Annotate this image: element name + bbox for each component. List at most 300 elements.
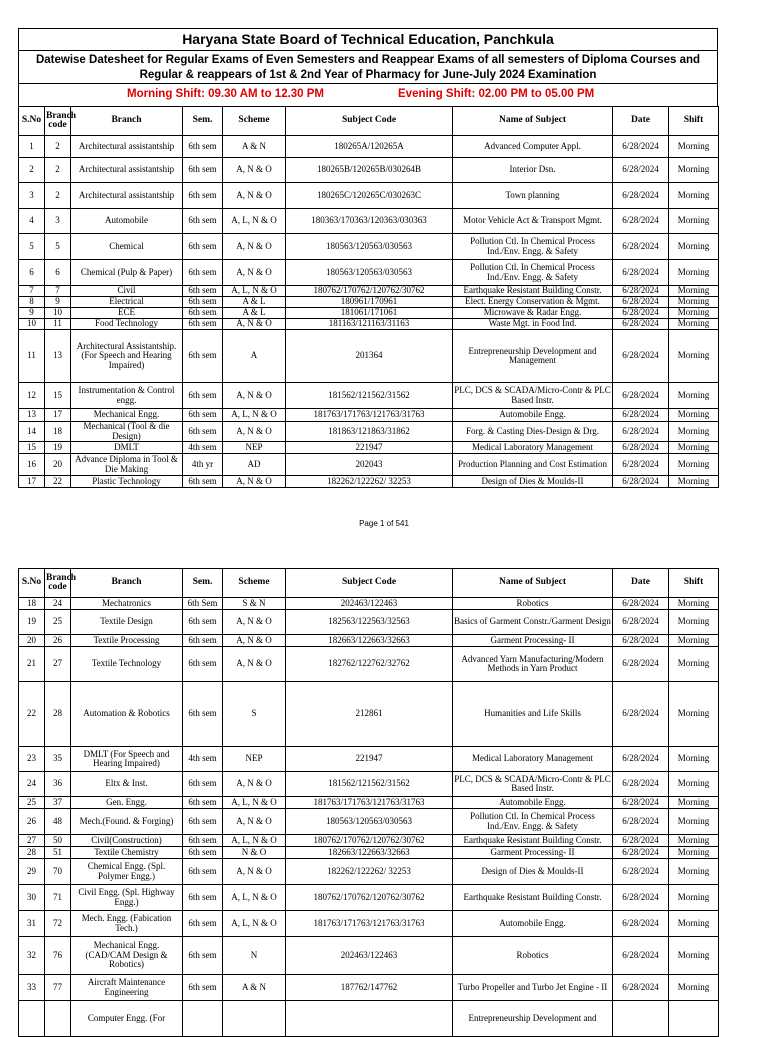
col-header-shift: Shift [669, 107, 719, 136]
cell-branch: Textile Design [71, 610, 183, 635]
cell-subject-code: 180563/120563/030563 [286, 809, 453, 835]
cell-shift: Morning [669, 797, 719, 809]
cell-branch: Mech. Engg. (Fabication Tech.) [71, 911, 183, 937]
table-row [19, 286, 719, 297]
cell-subject-code: 180563/120563/030563 [286, 260, 453, 286]
cell-subject-code: 180265C/120265C/030263C [286, 183, 453, 209]
table-row [19, 1001, 719, 1037]
cell-branch: Mech.(Found. & Forging) [71, 809, 183, 835]
cell-sno: 3 [19, 183, 45, 209]
cell-sem: 6th sem [183, 911, 223, 937]
cell-branch: Mechanical Engg. [71, 409, 183, 422]
cell-scheme: A, L, N & O [223, 885, 286, 911]
cell-date: 6/28/2024 [613, 383, 669, 409]
cell-sem: 6th sem [183, 476, 223, 488]
cell-subject-name: Advanced Yarn Manufacturing/Modern Methods in Yarn Product [453, 647, 613, 682]
cell-sem: 6th sem [183, 158, 223, 183]
cell-branch: DMLT [71, 442, 183, 454]
cell-subject-code: 181163/121163/31163 [286, 319, 453, 330]
table-row [19, 911, 719, 937]
table-row [19, 183, 719, 209]
cell-sem: 6th sem [183, 610, 223, 635]
cell-subject-name: Humanities and Life Skills [453, 682, 613, 747]
board-title: Haryana State Board of Technical Education, Panchkula [18, 28, 718, 50]
cell-branch: Plastic Technology [71, 476, 183, 488]
cell-branch: Computer Engg. (For [71, 1001, 183, 1037]
cell-sno [19, 1001, 45, 1037]
cell-date: 6/28/2024 [613, 809, 669, 835]
cell-sem: 6th sem [183, 409, 223, 422]
cell-subject-name: Turbo Propeller and Turbo Jet Engine - II [453, 975, 613, 1001]
table-row [19, 136, 719, 158]
col-header-sno: S.No [19, 107, 45, 136]
cell-scheme: A & L [223, 297, 286, 308]
cell-sem: 4th yr [183, 454, 223, 476]
cell-shift: Morning [669, 809, 719, 835]
cell-subject-name: Pollution Ctl. In Chemical Process Ind./Env. Engg. & Safety [453, 234, 613, 260]
cell-sem: 6th sem [183, 809, 223, 835]
cell-subject-code: 182262/122262/ 32253 [286, 476, 453, 488]
cell-branch-code: 36 [45, 772, 71, 797]
datesheet-page-2 [18, 568, 718, 1037]
cell-shift [669, 1001, 719, 1037]
table-row [19, 809, 719, 835]
cell-sem: 6th sem [183, 772, 223, 797]
column-header-row [19, 569, 719, 598]
cell-sno: 14 [19, 422, 45, 442]
shift-timings [18, 83, 718, 106]
table-row [19, 297, 719, 308]
cell-subject-name: Pollution Ctl. In Chemical Process Ind./Env. Engg. & Safety [453, 260, 613, 286]
table-row [19, 308, 719, 319]
cell-branch-code: 72 [45, 911, 71, 937]
cell-scheme: A & N [223, 975, 286, 1001]
cell-shift: Morning [669, 647, 719, 682]
cell-subject-name: Elect. Energy Conservation & Mgmt. [453, 297, 613, 308]
cell-branch: DMLT (For Speech and Hearing Impaired) [71, 747, 183, 772]
cell-date: 6/28/2024 [613, 330, 669, 383]
cell-scheme: A, L, N & O [223, 286, 286, 297]
cell-subject-name: Waste Mgt. in Food Ind. [453, 319, 613, 330]
cell-sno: 1 [19, 136, 45, 158]
cell-sno: 16 [19, 454, 45, 476]
cell-sem: 6th sem [183, 885, 223, 911]
table-row [19, 772, 719, 797]
cell-date: 6/28/2024 [613, 209, 669, 234]
cell-subject-code: 180961/170961 [286, 297, 453, 308]
cell-scheme: S [223, 682, 286, 747]
cell-date: 6/28/2024 [613, 422, 669, 442]
table-row [19, 319, 719, 330]
cell-subject-code: 180363/170363/120363/030363 [286, 209, 453, 234]
subtitle-line-2: Regular & reappears of 1st & 2nd Year of Pharmacy for June-July 2024 Examination [139, 69, 597, 81]
col-header-shift: Shift [669, 569, 719, 598]
cell-sno: 19 [19, 610, 45, 635]
cell-date: 6/28/2024 [613, 911, 669, 937]
cell-shift: Morning [669, 747, 719, 772]
cell-date: 6/28/2024 [613, 409, 669, 422]
cell-shift: Morning [669, 682, 719, 747]
cell-shift: Morning [669, 234, 719, 260]
cell-sem: 6th sem [183, 234, 223, 260]
cell-shift: Morning [669, 885, 719, 911]
cell-date: 6/28/2024 [613, 454, 669, 476]
cell-branch: Civil(Construction) [71, 835, 183, 847]
cell-branch: Architectural assistantship [71, 136, 183, 158]
cell-branch-code: 10 [45, 308, 71, 319]
cell-subject-name: Robotics [453, 598, 613, 610]
table-row [19, 260, 719, 286]
cell-branch: Automation & Robotics [71, 682, 183, 747]
col-header-sem: Sem. [183, 569, 223, 598]
cell-scheme: A, N & O [223, 647, 286, 682]
cell-date: 6/28/2024 [613, 260, 669, 286]
cell-branch-code: 2 [45, 158, 71, 183]
datesheet-table-2 [18, 568, 719, 1037]
cell-subject-name: Automobile Engg. [453, 409, 613, 422]
cell-branch-code: 51 [45, 847, 71, 859]
cell-branch: Chemical (Pulp & Paper) [71, 260, 183, 286]
cell-branch-code: 76 [45, 937, 71, 975]
cell-subject-name: Medical Laboratory Management [453, 442, 613, 454]
cell-sno: 17 [19, 476, 45, 488]
cell-scheme: A, L, N & O [223, 409, 286, 422]
cell-scheme: A, L, N & O [223, 911, 286, 937]
cell-subject-name: Pollution Ctl. In Chemical Process Ind./Env. Engg. & Safety [453, 809, 613, 835]
cell-date: 6/28/2024 [613, 442, 669, 454]
cell-sem: 6th sem [183, 183, 223, 209]
col-header-sno: S.No [19, 569, 45, 598]
cell-sno: 24 [19, 772, 45, 797]
cell-shift: Morning [669, 598, 719, 610]
cell-scheme: A & N [223, 136, 286, 158]
cell-branch-code: 6 [45, 260, 71, 286]
cell-date: 6/28/2024 [613, 183, 669, 209]
cell-sno: 27 [19, 835, 45, 847]
cell-scheme: A, L, N & O [223, 209, 286, 234]
cell-scheme: A, N & O [223, 183, 286, 209]
table-row [19, 476, 719, 488]
cell-branch-code: 19 [45, 442, 71, 454]
cell-date: 6/28/2024 [613, 835, 669, 847]
cell-branch: ECE [71, 308, 183, 319]
cell-subject-name: Production Planning and Cost Estimation [453, 454, 613, 476]
cell-subject-name: Advanced Computer Appl. [453, 136, 613, 158]
cell-sem: 6th sem [183, 209, 223, 234]
cell-shift: Morning [669, 422, 719, 442]
cell-subject-name: Earthquake Resistant Building Constr. [453, 835, 613, 847]
cell-branch-code: 9 [45, 297, 71, 308]
cell-sem: 6th sem [183, 286, 223, 297]
cell-branch-code: 18 [45, 422, 71, 442]
cell-sno: 15 [19, 442, 45, 454]
cell-scheme: A, N & O [223, 809, 286, 835]
cell-sem: 6th Sem [183, 598, 223, 610]
cell-shift: Morning [669, 183, 719, 209]
table-row [19, 383, 719, 409]
cell-sem: 6th sem [183, 682, 223, 747]
datesheet-table-1 [18, 106, 719, 488]
cell-shift: Morning [669, 158, 719, 183]
cell-subject-code: 180762/170762/120762/30762 [286, 835, 453, 847]
cell-shift: Morning [669, 772, 719, 797]
cell-shift: Morning [669, 937, 719, 975]
cell-sem: 6th sem [183, 647, 223, 682]
cell-subject-name: Microwave & Radar Engg. [453, 308, 613, 319]
cell-branch: Instrumentation & Control engg. [71, 383, 183, 409]
cell-subject-code: 180762/170762/120762/30762 [286, 286, 453, 297]
cell-date: 6/28/2024 [613, 136, 669, 158]
cell-shift: Morning [669, 610, 719, 635]
cell-date: 6/28/2024 [613, 885, 669, 911]
cell-branch-code: 22 [45, 476, 71, 488]
col-header-subject-name: Name of Subject [453, 107, 613, 136]
cell-shift: Morning [669, 286, 719, 297]
cell-sem: 6th sem [183, 330, 223, 383]
cell-branch-code: 48 [45, 809, 71, 835]
cell-shift: Morning [669, 319, 719, 330]
cell-branch: Eltx & Inst. [71, 772, 183, 797]
cell-subject-name: Forg. & Casting Dies-Design & Drg. [453, 422, 613, 442]
cell-shift: Morning [669, 476, 719, 488]
cell-subject-code: 202463/122463 [286, 937, 453, 975]
cell-sem: 6th sem [183, 383, 223, 409]
cell-date: 6/28/2024 [613, 234, 669, 260]
cell-scheme: A, N & O [223, 383, 286, 409]
cell-subject-name: Interior Dsn. [453, 158, 613, 183]
cell-subject-name: Medical Laboratory Management [453, 747, 613, 772]
cell-subject-code: 181763/171763/121763/31763 [286, 911, 453, 937]
cell-subject-name: Design of Dies & Moulds-II [453, 476, 613, 488]
cell-sem: 6th sem [183, 797, 223, 809]
cell-subject-code: 180563/120563/030563 [286, 234, 453, 260]
cell-branch-code: 37 [45, 797, 71, 809]
col-header-subject-name: Name of Subject [453, 569, 613, 598]
cell-subject-code: 182563/122563/32563 [286, 610, 453, 635]
cell-branch-code [45, 1001, 71, 1037]
cell-subject-name: PLC, DCS & SCADA/Micro-Contr & PLC Based Instr. [453, 383, 613, 409]
cell-shift: Morning [669, 409, 719, 422]
table-row [19, 409, 719, 422]
cell-shift: Morning [669, 308, 719, 319]
cell-sno: 21 [19, 647, 45, 682]
cell-scheme: A, N & O [223, 422, 286, 442]
col-header-branch: Branch [71, 107, 183, 136]
col-header-date: Date [613, 107, 669, 136]
cell-scheme: A [223, 330, 286, 383]
cell-sno: 18 [19, 598, 45, 610]
col-header-branch: Branch [71, 569, 183, 598]
table-row [19, 859, 719, 885]
cell-date: 6/28/2024 [613, 747, 669, 772]
cell-branch-code: 77 [45, 975, 71, 1001]
cell-scheme: A & L [223, 308, 286, 319]
cell-subject-name: Earthquake Resistant Building Constr. [453, 286, 613, 297]
cell-shift: Morning [669, 209, 719, 234]
cell-subject-name: Robotics [453, 937, 613, 975]
cell-branch: Chemical [71, 234, 183, 260]
col-header-scheme: Scheme [223, 107, 286, 136]
cell-scheme: A, L, N & O [223, 835, 286, 847]
cell-branch-code: 3 [45, 209, 71, 234]
cell-branch: Mechanical Engg. (CAD/CAM Design & Robotics) [71, 937, 183, 975]
cell-shift: Morning [669, 847, 719, 859]
cell-sno: 26 [19, 809, 45, 835]
table-row [19, 647, 719, 682]
cell-date: 6/28/2024 [613, 158, 669, 183]
cell-scheme: NEP [223, 442, 286, 454]
cell-subject-name: Basics of Garment Constr./Garment Design [453, 610, 613, 635]
cell-sno: 5 [19, 234, 45, 260]
cell-branch: Food Technology [71, 319, 183, 330]
cell-branch-code: 17 [45, 409, 71, 422]
cell-scheme: N & O [223, 847, 286, 859]
cell-branch-code: 15 [45, 383, 71, 409]
cell-sno: 23 [19, 747, 45, 772]
table-row [19, 422, 719, 442]
cell-sno: 9 [19, 308, 45, 319]
table-row [19, 330, 719, 383]
table-row [19, 847, 719, 859]
cell-sno: 30 [19, 885, 45, 911]
table-row [19, 209, 719, 234]
cell-subject-code: 202463/122463 [286, 598, 453, 610]
cell-branch: Mechatronics [71, 598, 183, 610]
cell-sem: 6th sem [183, 975, 223, 1001]
cell-sno: 11 [19, 330, 45, 383]
cell-branch-code: 24 [45, 598, 71, 610]
col-header-scheme: Scheme [223, 569, 286, 598]
cell-subject-name: Entrepreneurship Development and [453, 1001, 613, 1037]
cell-scheme: AD [223, 454, 286, 476]
cell-subject-code: 212861 [286, 682, 453, 747]
morning-shift-label: Morning Shift: 09.30 AM to 12.30 PM [127, 88, 325, 100]
cell-shift: Morning [669, 975, 719, 1001]
cell-sem: 6th sem [183, 847, 223, 859]
cell-branch: Aircraft Maintenance Engineering [71, 975, 183, 1001]
cell-subject-name: Town planning [453, 183, 613, 209]
cell-sem: 6th sem [183, 136, 223, 158]
cell-branch: Textile Technology [71, 647, 183, 682]
cell-shift: Morning [669, 383, 719, 409]
cell-sem: 6th sem [183, 319, 223, 330]
cell-branch-code: 70 [45, 859, 71, 885]
cell-subject-name: Design of Dies & Moulds-II [453, 859, 613, 885]
table-row [19, 442, 719, 454]
cell-subject-name: Entrepreneurship Development and Management [453, 330, 613, 383]
col-header-subject-code: Subject Code [286, 569, 453, 598]
cell-date: 6/28/2024 [613, 286, 669, 297]
cell-subject-code: 182262/122262/ 32253 [286, 859, 453, 885]
cell-subject-code: 182663/122663/32663 [286, 635, 453, 647]
cell-subject-code: 221947 [286, 747, 453, 772]
cell-date: 6/28/2024 [613, 797, 669, 809]
cell-scheme: A, N & O [223, 234, 286, 260]
cell-branch-code: 11 [45, 319, 71, 330]
cell-subject-code: 182663/122663/32663 [286, 847, 453, 859]
cell-branch-code: 20 [45, 454, 71, 476]
cell-subject-code [286, 1001, 453, 1037]
cell-sno: 10 [19, 319, 45, 330]
cell-sno: 4 [19, 209, 45, 234]
col-header-branch-code: Branch code [45, 107, 71, 136]
cell-sem: 6th sem [183, 835, 223, 847]
cell-shift: Morning [669, 835, 719, 847]
cell-sem: 6th sem [183, 937, 223, 975]
cell-sno: 22 [19, 682, 45, 747]
table-row [19, 747, 719, 772]
cell-sno: 32 [19, 937, 45, 975]
table-row [19, 158, 719, 183]
cell-branch-code: 71 [45, 885, 71, 911]
cell-shift: Morning [669, 635, 719, 647]
cell-sem: 4th sem [183, 442, 223, 454]
cell-shift: Morning [669, 136, 719, 158]
cell-subject-code: 180265B/120265B/030264B [286, 158, 453, 183]
cell-scheme: A, N & O [223, 476, 286, 488]
cell-subject-code: 180762/170762/120762/30762 [286, 885, 453, 911]
cell-date: 6/28/2024 [613, 476, 669, 488]
cell-date: 6/28/2024 [613, 610, 669, 635]
cell-date: 6/28/2024 [613, 682, 669, 747]
cell-scheme: A, N & O [223, 635, 286, 647]
cell-scheme: A, N & O [223, 859, 286, 885]
cell-date: 6/28/2024 [613, 772, 669, 797]
datesheet-page-1 [18, 28, 718, 488]
cell-sno: 20 [19, 635, 45, 647]
cell-date: 6/28/2024 [613, 647, 669, 682]
cell-sem [183, 1001, 223, 1037]
page-number: Page 1 of 541 [359, 519, 409, 528]
table-row [19, 598, 719, 610]
cell-subject-code: 180265A/120265A [286, 136, 453, 158]
evening-shift-label: Evening Shift: 02.00 PM to 05.00 PM [398, 88, 595, 100]
cell-branch-code: 25 [45, 610, 71, 635]
cell-branch-code: 28 [45, 682, 71, 747]
cell-subject-name: PLC, DCS & SCADA/Micro-Contr & PLC Based Instr. [453, 772, 613, 797]
cell-branch-code: 2 [45, 183, 71, 209]
cell-branch: Architectural assistantship [71, 183, 183, 209]
cell-subject-name: Garment Processing- II [453, 635, 613, 647]
cell-sno: 12 [19, 383, 45, 409]
cell-scheme: A, N & O [223, 319, 286, 330]
cell-sem: 6th sem [183, 260, 223, 286]
cell-sno: 7 [19, 286, 45, 297]
table-row [19, 610, 719, 635]
cell-subject-code: 187762/147762 [286, 975, 453, 1001]
cell-shift: Morning [669, 297, 719, 308]
cell-scheme: A, N & O [223, 260, 286, 286]
cell-branch-code: 50 [45, 835, 71, 847]
cell-date: 6/28/2024 [613, 859, 669, 885]
cell-branch: Advance Diploma in Tool & Die Making [71, 454, 183, 476]
cell-branch-code: 35 [45, 747, 71, 772]
col-header-date: Date [613, 569, 669, 598]
cell-scheme: A, N & O [223, 158, 286, 183]
cell-branch-code: 13 [45, 330, 71, 383]
cell-shift: Morning [669, 454, 719, 476]
cell-date [613, 1001, 669, 1037]
cell-shift: Morning [669, 330, 719, 383]
cell-date: 6/28/2024 [613, 635, 669, 647]
cell-branch: Architectural assistantship [71, 158, 183, 183]
cell-shift: Morning [669, 260, 719, 286]
cell-sem: 6th sem [183, 422, 223, 442]
cell-date: 6/28/2024 [613, 847, 669, 859]
cell-branch-code: 7 [45, 286, 71, 297]
cell-scheme: A, L, N & O [223, 797, 286, 809]
cell-scheme: S & N [223, 598, 286, 610]
